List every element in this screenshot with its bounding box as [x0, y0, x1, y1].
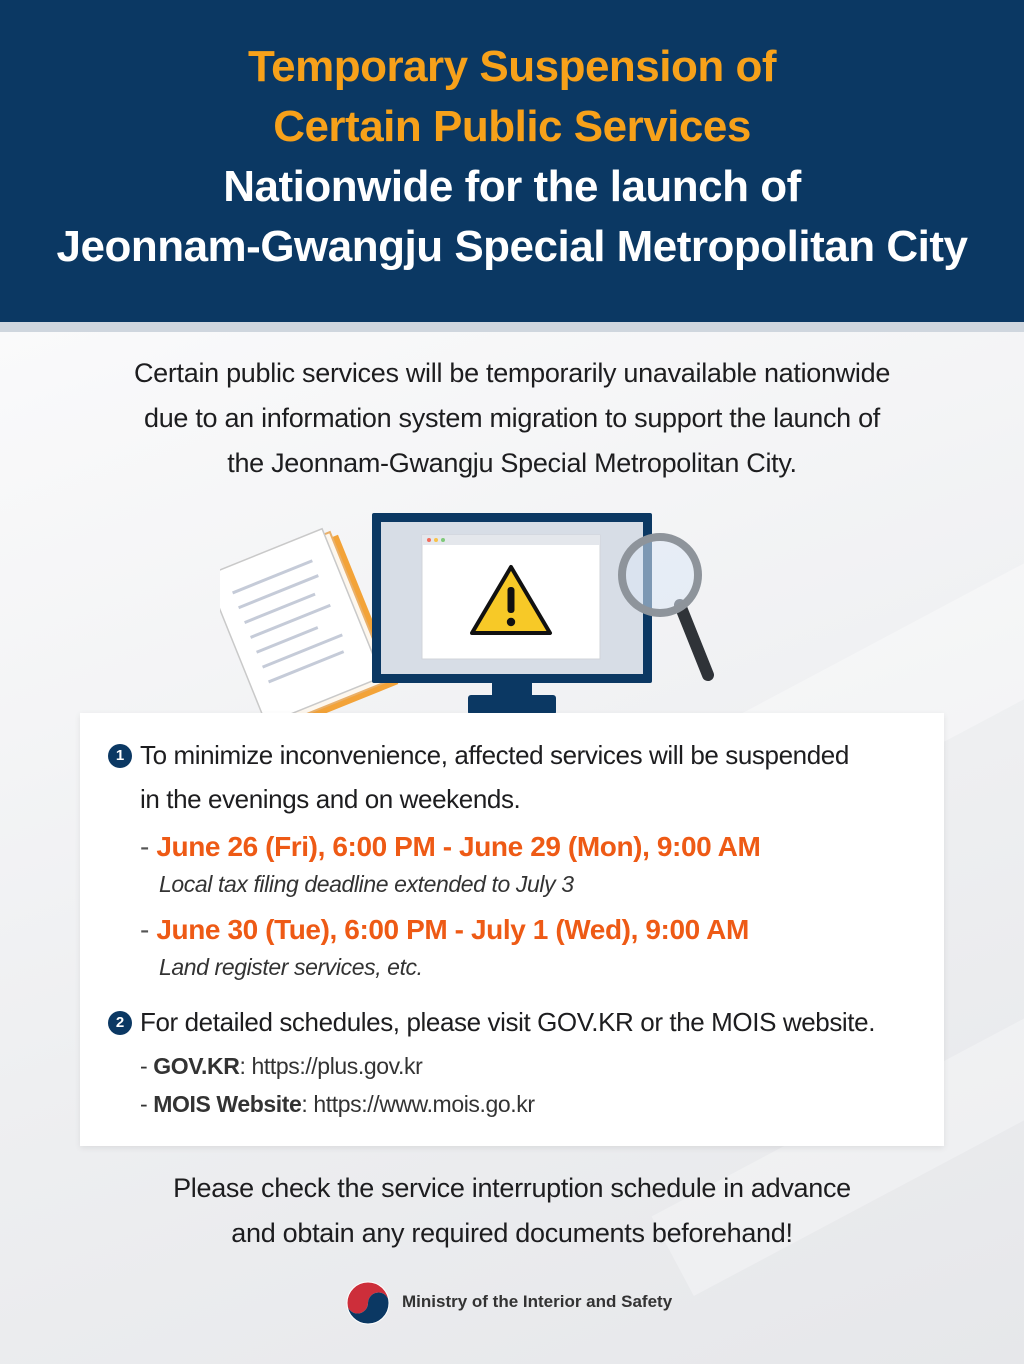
header-banner: [0, 0, 1024, 322]
period-2: - June 30 (Tue), 6:00 PM - July 1 (Wed), 9:00 AM: [140, 914, 749, 945]
notice-card: [80, 713, 944, 1146]
mois-label: MOIS Website: [153, 1091, 302, 1117]
govkr-link-row: - GOV.KR: https://plus.gov.kr: [140, 1053, 423, 1079]
closing-line-2: and obtain any required documents beforehand!: [231, 1218, 793, 1248]
intro-line-3: the Jeonnam-Gwangju Special Metropolitan City.: [227, 448, 797, 478]
intro-line-1: Certain public services will be temporarily unavailable nationwide: [133, 358, 891, 388]
period-2-text: June 30 (Tue), 6:00 PM - July 1 (Wed), 9:00 AM: [156, 914, 749, 945]
title-line-4: Jeonnam-Gwangju Special Metropolitan City: [56, 222, 968, 271]
govkr-label: GOV.KR: [153, 1053, 240, 1079]
item2-text-line-1: For detailed schedules, please visit GOV.KR or the MOIS website.: [140, 1007, 876, 1037]
header-divider: [0, 322, 1024, 332]
closing-line-1: Please check the service interruption schedule in advance: [173, 1173, 851, 1203]
item-number-1: 1: [108, 744, 132, 768]
item-number-2: 2: [108, 1011, 132, 1035]
ministry-name: Ministry of the Interior and Safety: [402, 1292, 673, 1311]
title-line-1: Temporary Suspension of: [248, 42, 776, 91]
intro-line-2: due to an information system migration to support the launch of: [143, 403, 881, 433]
footer: [345, 1280, 685, 1324]
mois-link-row: - MOIS Website: https://www.mois.go.kr: [140, 1091, 535, 1117]
item1-text-line-1: To minimize inconvenience, affected services will be suspended: [140, 740, 849, 770]
illustration: [220, 505, 720, 715]
period-1-note: Local tax filing deadline extended to July 3: [159, 871, 574, 897]
government-emblem-icon: [345, 1280, 391, 1326]
documents-icon: [220, 524, 398, 715]
title-line-3: Nationwide for the launch of: [223, 162, 801, 211]
item1-text-line-2: in the evenings and on weekends.: [140, 784, 521, 814]
period-1-text: June 26 (Fri), 6:00 PM - June 29 (Mon), 9:00 AM: [156, 831, 761, 862]
period-1: - June 26 (Fri), 6:00 PM - June 29 (Mon), 9:00 AM: [140, 831, 761, 862]
mois-link[interactable]: https://www.mois.go.kr: [313, 1091, 535, 1117]
title-line-2: Certain Public Services: [273, 102, 751, 151]
period-2-note: Land register services, etc.: [159, 954, 423, 980]
govkr-link[interactable]: https://plus.gov.kr: [251, 1053, 423, 1079]
